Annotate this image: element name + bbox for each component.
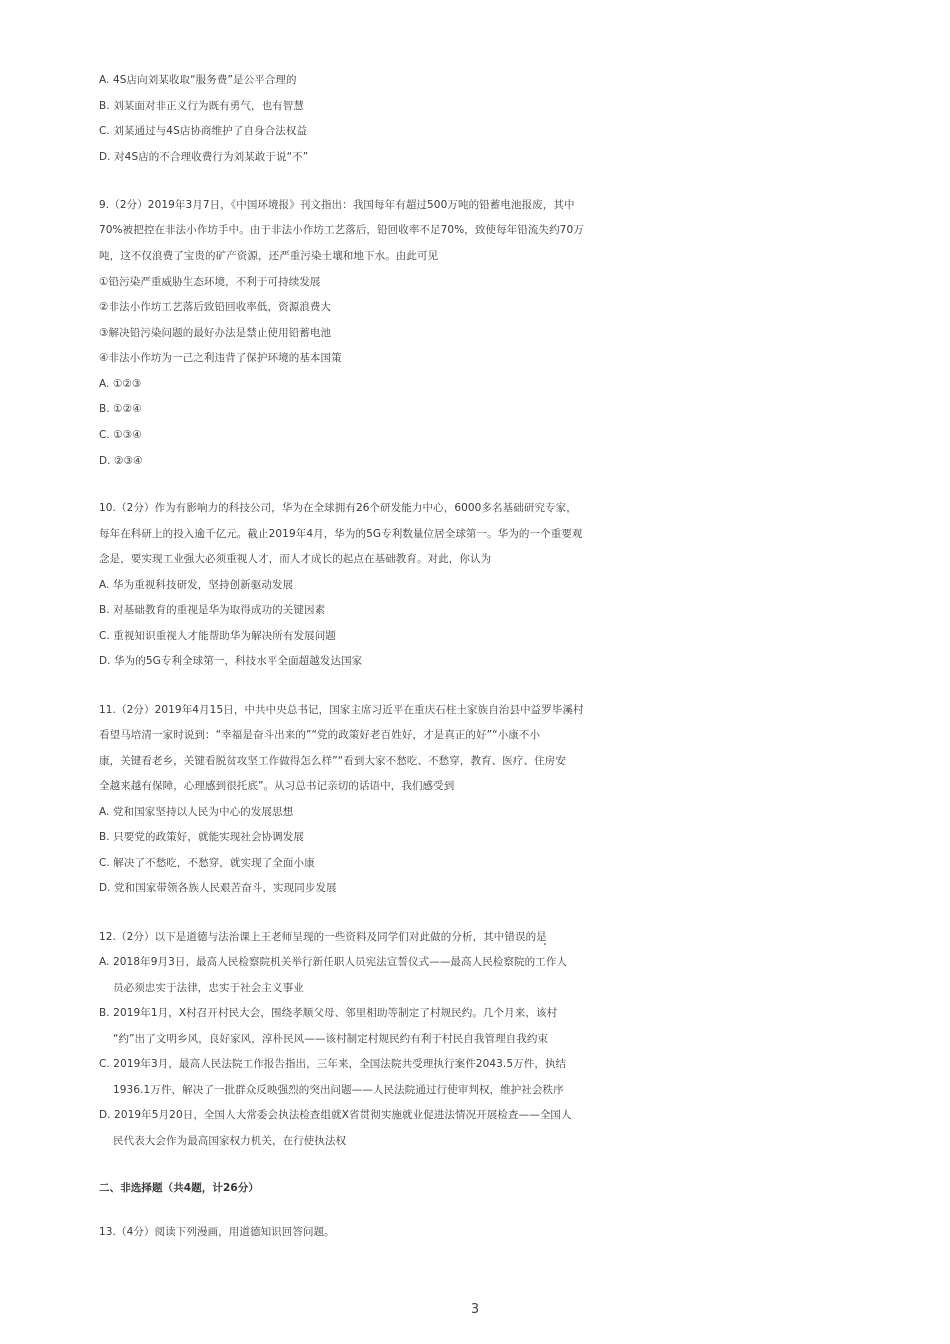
q9-option-d: D. ②③④ — [99, 455, 143, 467]
q10-stem-line: 每年在科研上的投入逾千亿元。截止2019年4月，华为的5G专利数量位居全球第一。华为的一个重要观 — [99, 528, 583, 540]
q9-statement: ①铅污染严重威胁生态环境，不利于可持续发展 — [99, 276, 321, 288]
q11-stem-line: 全越来越有保障，心理感到很托底”。从习总书记亲切的话语中，我们感受到 — [99, 780, 455, 792]
q12-option-a-cont: 员必须忠实于法律，忠实于社会主义事业 — [113, 982, 304, 994]
section-heading: 二、非选择题（共4题，计26分） — [99, 1182, 260, 1194]
q12-option-b-cont: “约”出了文明乡风，良好家风，淳朴民风——该村制定村规民约有利于村民自我管理自我约束 — [113, 1033, 549, 1045]
q11-option-d: D. 党和国家带领各族人民艰苦奋斗，实现同步发展 — [99, 882, 337, 894]
q12-option-d: D. 2019年5月20日，全国人大常委会执法检查组就X省贯彻实施就业促进法情况开展检查——全国人 — [99, 1109, 572, 1121]
q9-stem-line: 70%被把控在非法小作坊手中。由于非法小作坊工艺落后，铅回收率不足70%，致使每年铅流失约70万 — [99, 224, 584, 236]
q10-option-a: A. 华为重视科技研发，坚持创新驱动发展 — [99, 579, 294, 591]
q9-option-c: C. ①③④ — [99, 429, 142, 441]
q12-option-a: A. 2018年9月3日，最高人民检察院机关举行新任职人员宪法宣誓仪式——最高人民检察院的工作人 — [99, 956, 568, 968]
q11-stem-line: 看望马培清一家时说到：“幸福是奋斗出来的”“党的政策好老百姓好，才是真正的好”“小康不小 — [99, 729, 541, 741]
q11-option-b: B. 只要党的政策好，就能实现社会协调发展 — [99, 831, 304, 843]
q12-option-c-cont: 1936.1万件，解决了一批群众反映强烈的突出问题——人民法院通过行使审判权，维护社会秩序 — [113, 1084, 564, 1096]
q11-stem-line: 11.（2分）2019年4月15日，中共中央总书记，国家主席习近平在重庆石柱土家族自治县中益罗毕溪村 — [99, 704, 584, 716]
page-number: 3 — [470, 1302, 480, 1317]
q11-option-a: A. 党和国家坚持以人民为中心的发展思想 — [99, 806, 294, 818]
q12-option-c: C. 2019年3月，最高人民法院工作报告指出，三年来，全国法院共受理执行案件2043.5万件，执结 — [99, 1058, 567, 1070]
q12-stem: 12.（2分）以下是道德与法治课上王老师呈现的一些资料及同学们对此做的分析，其中错误的是 — [99, 931, 547, 943]
q8-option-c: C. 刘某通过与4S店协商维护了自身合法权益 — [99, 125, 308, 137]
q12-option-b: B. 2019年1月，X村召开村民大会，围绕孝顺父母、邻里相助等制定了村规民约。几个月来，该村 — [99, 1007, 558, 1019]
q11-option-c: C. 解决了不愁吃，不愁穿，就实现了全面小康 — [99, 857, 315, 869]
q9-option-b: B. ①②④ — [99, 403, 142, 415]
q9-statement: ③解决铅污染问题的最好办法是禁止使用铅蓄电池 — [99, 327, 332, 339]
q10-option-c: C. 重视知识重视人才能帮助华为解决所有发展问题 — [99, 630, 336, 642]
q9-statement: ④非法小作坊为一己之利违背了保护环境的基本国策 — [99, 352, 342, 364]
q10-option-b: B. 对基础教育的重视是华为取得成功的关键因素 — [99, 604, 326, 616]
q9-stem-line: 9.（2分）2019年3月7日，《中国环境报》刊文指出：我国每年有超过500万吨的铅蓄电池报废，其中 — [99, 199, 575, 211]
q10-stem-line: 10.（2分）作为有影响力的科技公司，华为在全球拥有26个研发能力中心，6000多名基础研究专家， — [99, 502, 577, 514]
q9-stem-line: 吨，这不仅浪费了宝贵的矿产资源，还严重污染土壤和地下水。由此可见 — [99, 250, 439, 262]
emphasis-dot — [544, 943, 546, 945]
q12-option-d-cont: 民代表大会作为最高国家权力机关，在行使执法权 — [113, 1135, 347, 1147]
q11-stem-line: 康，关键看老乡，关键看脱贫攻坚工作做得怎么样”“看到大家不愁吃、不愁穿，教育、医疗、住房安 — [99, 755, 566, 767]
q9-option-a: A. ①②③ — [99, 378, 142, 390]
q8-option-b: B. 刘某面对非正义行为既有勇气，也有智慧 — [99, 100, 304, 112]
q9-statement: ②非法小作坊工艺落后致铅回收率低，资源浪费大 — [99, 301, 332, 313]
q10-option-d: D. 华为的5G专利全球第一，科技水平全面超越发达国家 — [99, 655, 363, 667]
q8-option-a: A. 4S店向刘某收取“服务费”是公平合理的 — [99, 74, 297, 86]
q10-stem-line: 念是，要实现工业强大必须重视人才，而人才成长的起点在基础教育。对此，你认为 — [99, 553, 492, 565]
q13-stem: 13.（4分）阅读下列漫画，用道德知识回答问题。 — [99, 1226, 335, 1238]
q8-option-d: D. 对4S店的不合理收费行为刘某敢于说“不” — [99, 151, 309, 163]
